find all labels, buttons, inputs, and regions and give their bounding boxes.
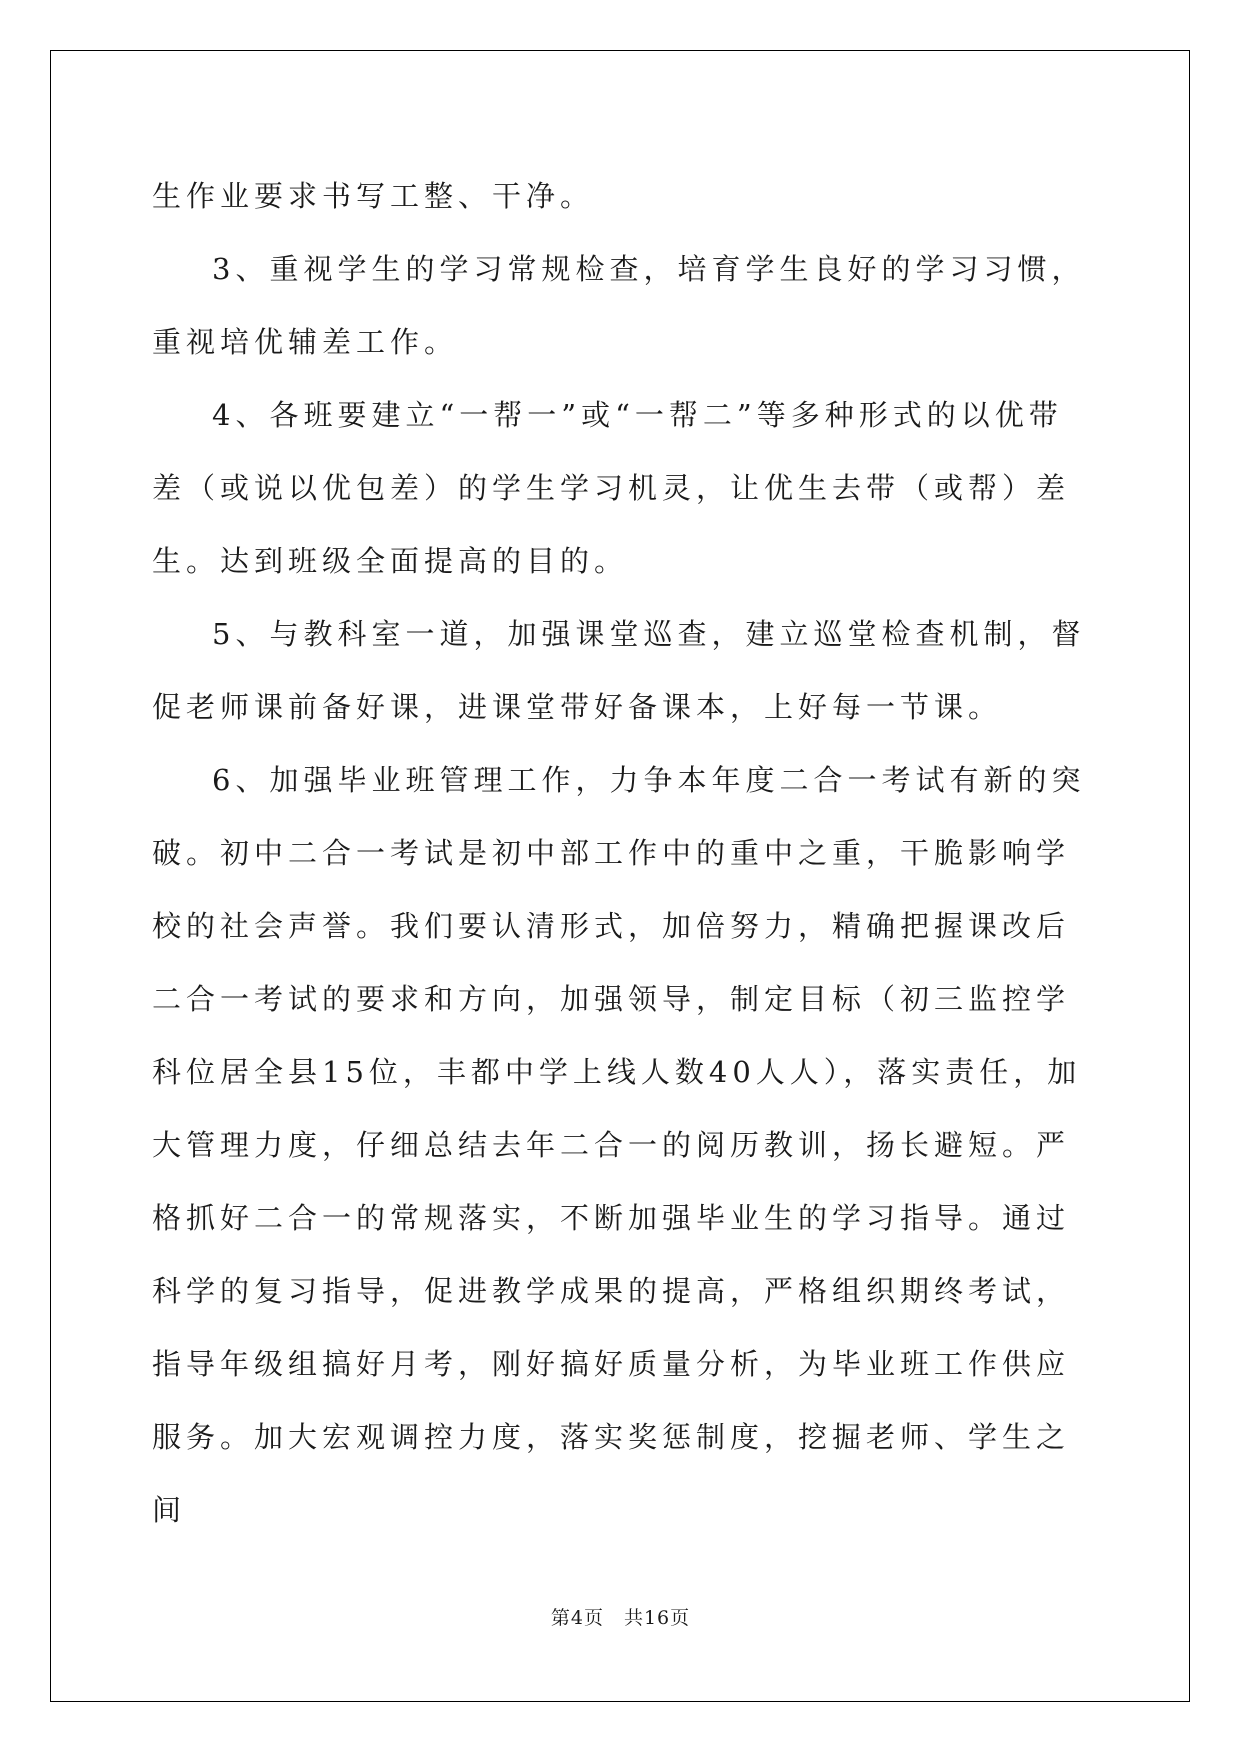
paragraph-item-3: 3、重视学生的学习常规检查，培育学生良好的学习习惯，重视培优辅差工作。	[152, 252, 1086, 359]
paragraph-item-6: 6、加强毕业班管理工作，力争本年度二合一考试有新的突破。初中二合一考试是初中部工作中的重中之重，干脆影响学校的社会声誉。我们要认清形式，加倍努力，精确把握课改后二合一考试的要求和方向，加强领导，制定目标（初三监控学科位居全县15位，丰都中学上线人数40人人），落实责任，加大管理力度，仔细总结去年二合一的阅历教训，扬长避短。严格抓好二合一的常规落实，不断加强毕业生的学习指导。通过科学的复习指导，促进教学成果的提高，严格组织期终考试，指导年级组搞好月考，刚好搞好质量分析，为毕业班工作供应服务。加大宏观调控力度，落实奖惩制度，挖掘老师、学生之间	[152, 763, 1086, 1527]
paragraph-continuation: 生作业要求书写工整、干净。	[152, 179, 595, 213]
paragraph-item-4: 4、各班要建立“一帮一”或“一帮二”等多种形式的以优带差（或说以优包差）的学生学习机灵，让优生去带（或帮）差生。达到班级全面提高的目的。	[152, 398, 1071, 578]
page-number-footer: 第4页 共16页	[550, 1607, 691, 1629]
document-body	[152, 160, 1092, 1547]
paragraph-item-5: 5、与教科室一道，加强课堂巡查，建立巡堂检查机制，督促老师课前备好课，进课堂带好备课本，上好每一节课。	[152, 617, 1086, 724]
